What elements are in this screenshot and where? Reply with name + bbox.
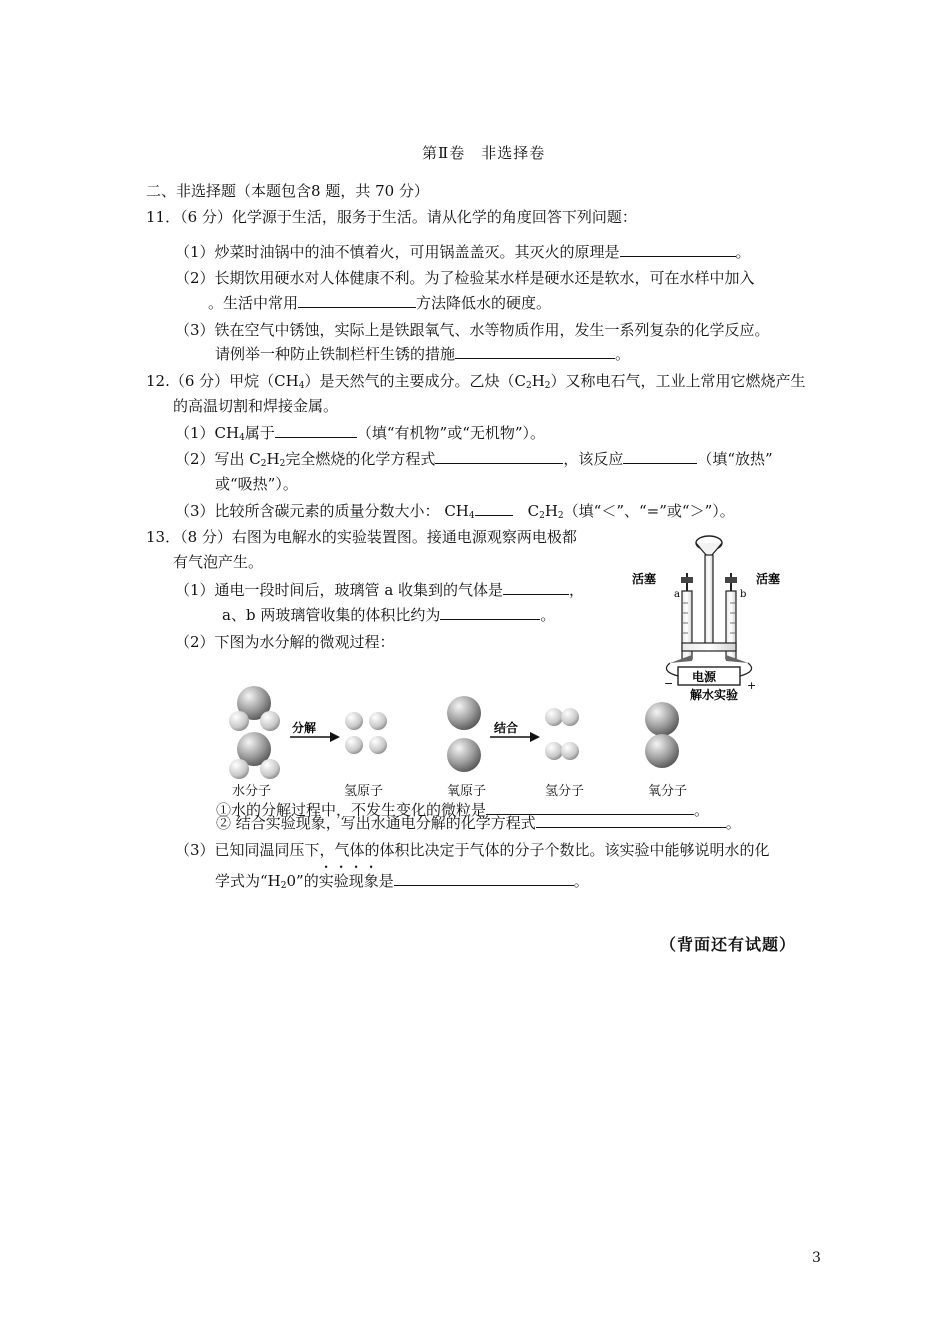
q12-part3-text: C [512,502,540,520]
subscript: 2 [557,511,564,521]
subscript: 2 [539,511,545,521]
q11-part1 [175,242,751,262]
oxygen-atoms [447,696,481,772]
subscript: 2 [525,381,532,391]
page-title: 第Ⅱ卷 非选择卷 [422,144,546,162]
page-number: 3 [812,1250,821,1266]
subscript: 2 [544,381,551,391]
subscript: 2 [260,459,267,469]
q12-stem-line2: 的高温切割和焊接金属。 [173,397,339,415]
q13-part3-emphasis: 实验现象 [318,872,379,890]
arrow-decompose [330,732,340,742]
q12-part2-text: H [266,450,280,468]
q13-part3-line2 [215,863,589,896]
q12-stem-text: H [531,372,545,390]
label-oxygen-molecule: 氧分子 [648,784,688,799]
hydrogen-molecules [545,708,579,760]
q12-stem-text: 12.（6 分）甲烷（CH [146,372,299,390]
q12-part3-text: H [544,502,558,520]
q12-stem-text: ）是天然气的主要成分。乙炔（C [304,372,526,390]
q13-part1-line2 [222,605,555,625]
q13-part1-text: a、b 两玻璃管收集的体积比约为 [222,606,441,624]
q11-part2-line2 [208,293,551,313]
q11-part3-line2 [215,344,630,364]
q11-part2-text1: 。生活中常用 [208,294,299,312]
q13-part3-text: 学式为“H [215,872,281,890]
q13-part3-line1: （3）已知同温同压下，气体的体积比决定于气体的分子个数比。该实验中能够说明水的化 [175,841,770,859]
minus-terminal: − [664,677,674,690]
answer-blank[interactable] [475,501,513,516]
q12-stem-text: ）又称电石气，工业上常用它燃烧产生 [550,372,806,390]
central-tube [705,555,713,647]
q13-stem-line1: 13．（8 分）右图为电解水的实验装置图。接通电源观察两电极都 [146,528,577,546]
answer-blank[interactable] [455,344,615,359]
label-hydrogen-atom: 氢原子 [344,784,384,799]
answer-blank[interactable] [503,580,569,595]
answer-blank[interactable] [536,813,726,828]
answer-blank[interactable] [623,449,697,464]
subscript: 4 [239,433,245,443]
stopcock-right [725,577,737,583]
q11-part2-text2: 方法降低水的硬度。 [416,294,552,312]
q11-part3-line1: （3）铁在空气中锈蚀，实际上是铁跟氧气、水等物质作用，发生一系列复杂的化学反应。 [175,321,770,339]
q13-part2: （2）下图为水分解的微观过程： [175,633,395,651]
answer-blank[interactable] [620,242,736,257]
plus-terminal: + [747,679,757,692]
stopcock-left [681,577,693,583]
q11-part1-end: 。 [735,243,751,261]
tube-a-label: a [674,589,680,600]
tube-base [682,643,736,651]
q12-part1-text: （填“有机物”或“无机物”）。 [356,424,546,442]
q12-part2-text: （2）写出 C [175,450,261,468]
q11-part3-text: 请例举一种防止铁制栏杆生锈的措施 [215,345,456,363]
answer-blank[interactable] [275,423,357,438]
label-water-molecule: 水分子 [232,784,272,799]
q13-part3-text: 是 [378,872,394,890]
power-label: 电源 [692,670,717,684]
answer-blank[interactable] [298,293,416,308]
q12-part1-text: 属于 [244,424,275,442]
arrow-combine-label: 结合 [494,721,519,735]
valve-label-right: 活塞 [756,572,781,586]
hydrogen-atoms [345,712,387,754]
q13-part1-text: （1）通电一段时间后，玻璃管 a 收集到的气体是 [175,581,504,599]
q13-part1-text: ， [569,581,585,599]
q13-part3-text: 0”的 [286,872,319,890]
q12-part3-text: （3）比较所含碳元素的质量分数大小： CH [175,502,469,520]
electrode-right [726,655,748,663]
q12-stem-line1 [146,371,806,396]
valve-label-left: 活塞 [632,572,657,586]
q13-stem-line2: 有气泡产生。 [173,553,264,571]
q13-part1-text: 。 [540,606,556,624]
q11-stem: 11．（6 分）化学源于生活，服务于生活。请从化学的角度回答下列问题： [146,208,637,226]
q13-part1-line1 [175,580,584,600]
answer-blank[interactable] [435,449,563,464]
section-heading: 二、非选择题（本题包含8 题，共 70 分） [146,182,429,200]
tube-b-label: b [740,589,747,600]
arrow-decompose-label: 分解 [292,721,317,735]
back-page-note: （背面还有试题） [660,935,797,954]
subscript: 4 [468,511,475,521]
label-hydrogen-molecule: 氢分子 [545,784,585,799]
q13-sub1-end: 。 [694,801,710,819]
water-molecules [229,686,280,779]
q12-part2-text: 完全燃烧的化学方程式 [285,450,436,468]
apparatus-caption: 解水实验 [690,688,739,702]
q12-part2-line1 [175,449,773,474]
subscript: 4 [298,381,305,391]
subscript: 2 [279,459,286,469]
q13-sub2-text: ② 结合实验现象，写出水通电分解的化学方程式 [216,814,536,832]
q11-part2-line1: （2）长期饮用硬水对人体健康不利。为了检验某水样是硬水还是软水，可在水样中加入 [175,269,755,287]
q12-part3-text: （填“＜”、“=”或“＞”）。 [563,502,735,520]
q11-part3-end: 。 [615,345,631,363]
electrode-left [670,655,692,663]
oxygen-molecule [645,702,679,768]
answer-blank[interactable] [440,605,540,620]
q13-part3-end: 。 [573,872,589,890]
q12-part3 [175,501,735,526]
answer-blank[interactable] [394,871,574,886]
label-oxygen-atom: 氧原子 [447,784,487,799]
subscript: 2 [280,881,287,891]
q11-part1-text: （1）炒菜时油锅中的油不慎着火，可用锅盖盖灭。其灭火的原理是 [175,243,620,261]
q13-sub2 [216,813,741,833]
q12-part1-text: （1）CH [175,424,240,442]
wire-right [740,663,752,676]
q13-sub2-end: 。 [725,814,741,832]
q12-part2-line2: 或“吸热”）。 [215,475,298,493]
q12-part2-text: ，该反应 [563,450,624,468]
arrow-combine [530,732,540,742]
q12-part1 [175,423,545,448]
q12-part2-text: （填“放热” [697,450,773,468]
q13-sub1-text: ①水的分解过程中，不发生变化的微粒是 [216,801,487,819]
